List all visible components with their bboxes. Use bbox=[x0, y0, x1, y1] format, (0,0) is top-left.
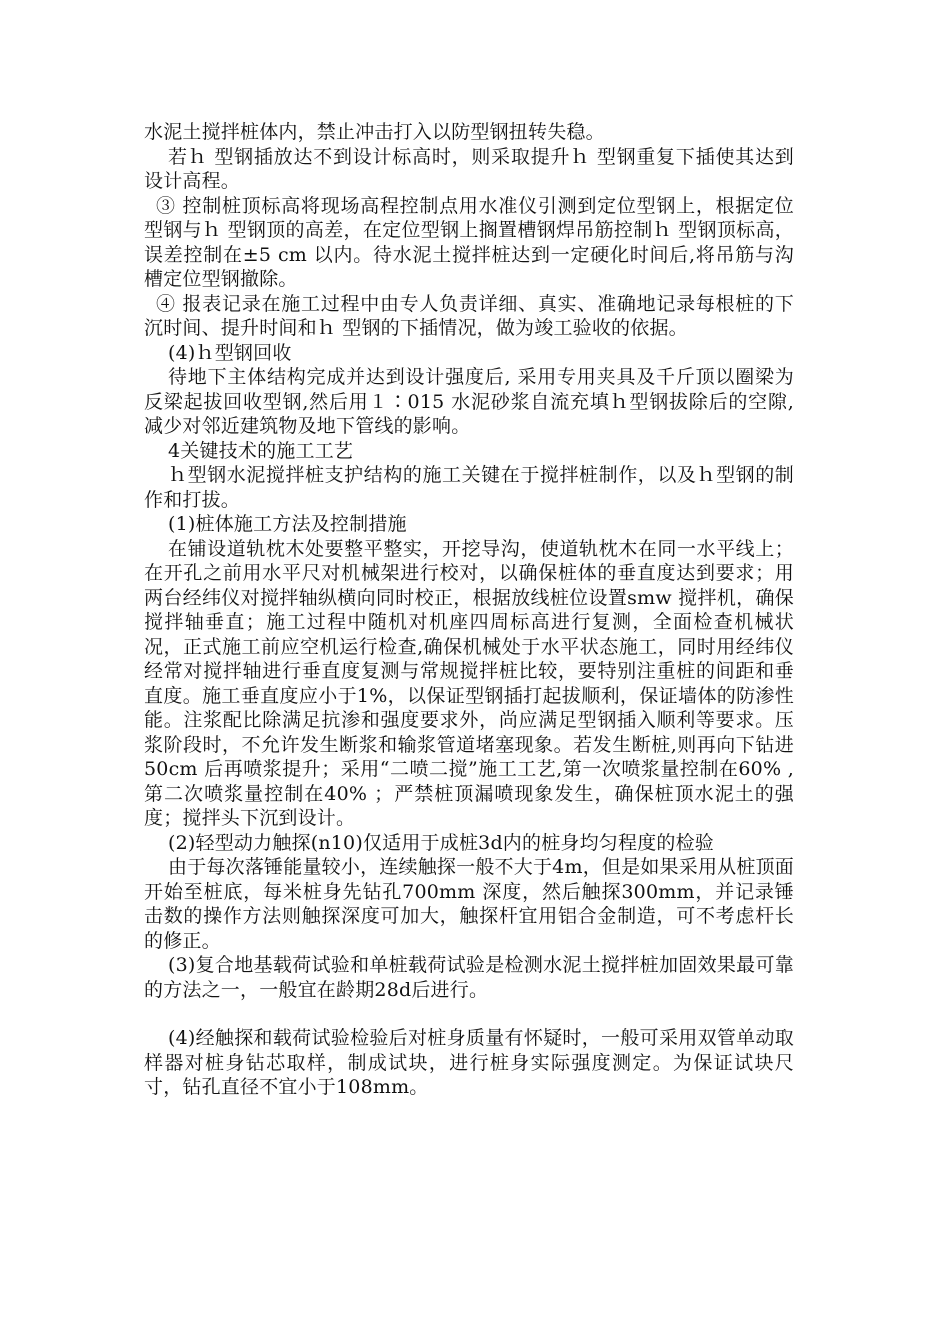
section-heading: (1)桩体施工方法及控制措施 bbox=[168, 513, 407, 535]
paragraph: 待地下主体结构完成并达到设计强度后, 采用专用夹具及千斤顶以圈梁为反梁起拔回收型钢,然后用１∶015 水泥砂浆自流充填ｈ型钢拔除后的空隙,减少对邻近建筑物及地下管线的影响。 bbox=[144, 366, 794, 437]
paragraph: ③ 控制桩顶标高将现场高程控制点用水准仪引测到定位型钢上，根据定位型钢与ｈ 型钢顶的高差，在定位型钢上搁置槽钢焊吊筋控制ｈ 型钢顶标高，误差控制在±5 cm 以内。待水泥土搅拌桩达到一定硬化时间后,将吊筋与沟槽定位型钢撤除。 bbox=[144, 194, 794, 290]
paragraph: 水泥土搅拌桩体内，禁止冲击打入以防型钢扭转失稳。 bbox=[144, 121, 605, 143]
paragraph: 若ｈ 型钢插放达不到设计标高时，则采取提升ｈ 型钢重复下插使其达到设计高程。 bbox=[144, 145, 794, 192]
paragraph: (3)复合地基载荷试验和单桩载荷试验是检测水泥土搅拌桩加固效果最可靠的方法之一，一般宜在龄期28d后进行。 bbox=[144, 954, 794, 1001]
paragraph: 由于每次落锤能量较小，连续触探一般不大于4m，但是如果采用从桩顶面开始至桩底，每米桩身先钻孔700mm 深度，然后触探300mm，并记录锤击数的操作方法则触探深度可加大，触探杆宜用铝合金制造，可不考虑杆长的修正。 bbox=[144, 856, 794, 952]
paragraph: (4)经触探和载荷试验检验后对桩身质量有怀疑时，一般可采用双管单动取样器对桩身钻芯取样，制成试块，进行桩身实际强度测定。为保证试块尺寸，钻孔直径不宜小于108mm。 bbox=[144, 1027, 794, 1098]
document-body bbox=[144, 120, 794, 1100]
paragraph: ④ 报表记录在施工过程中由专人负责详细、真实、准确地记录每根桩的下沉时间、提升时间和ｈ 型钢的下插情况，做为竣工验收的依据。 bbox=[144, 292, 794, 339]
section-heading: 4关键技术的施工工艺 bbox=[168, 439, 354, 462]
paragraph: 在铺设道轨枕木处要整平整实，开挖导沟，使道轨枕木在同一水平线上；在开孔之前用水平尺对机械架进行校对，以确保桩体的垂直度达到要求；用两台经纬仪对搅拌轴纵横向同时校正，根据放线桩位设置smw 搅拌机，确保搅拌轴垂直；施工过程中随机对机座四周标高进行复测，全面检查机械状况，正式施工前应空机运行检查,确保机械处于水平状态施工，同时用经纬仪经常对搅拌轴进行垂直度复测与常规搅拌桩比较，要特别注重桩的间距和垂直度。施工垂直度应小于1%，以保证型钢插打起拔顺利，保证墙体的防渗性能。注浆配比除满足抗渗和强度要求外，尚应满足型钢插入顺利等要求。压浆阶段时，不允许发生断浆和输浆管道堵塞现象。若发生断桩,则再向下钻进50cm 后再喷浆提升；采用“二喷二搅”施工工艺,第一次喷浆量控制在60% ,第二次喷浆量控制在40% ；严禁桩顶漏喷现象发生，确保桩顶水泥土的强度；搅拌头下沉到设计。 bbox=[144, 537, 794, 829]
paragraph: ｈ型钢水泥搅拌桩支护结构的施工关键在于搅拌桩制作，以及ｈ型钢的制作和打拔。 bbox=[144, 464, 794, 511]
section-heading: (4)ｈ型钢回收 bbox=[168, 341, 292, 364]
section-heading: (2)轻型动力触探(n10)仅适用于成桩3d内的桩身均匀程度的检验 bbox=[168, 831, 715, 854]
